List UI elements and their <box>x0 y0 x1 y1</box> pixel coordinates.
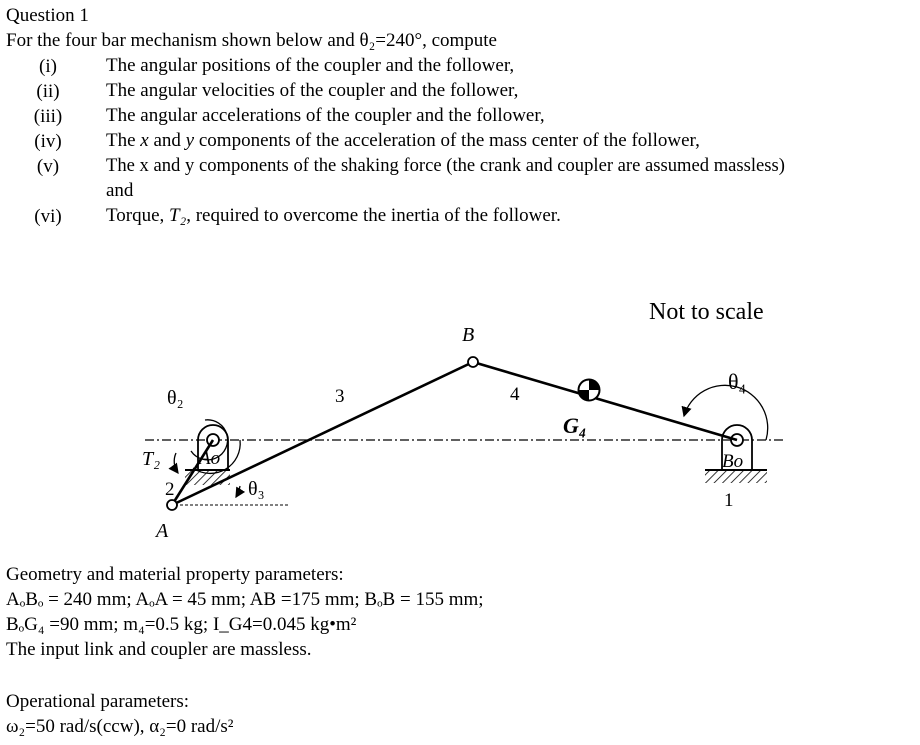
not-to-scale-note: Not to scale <box>649 299 764 325</box>
label-link-4: 4 <box>510 384 520 405</box>
link-3-coupler <box>172 362 473 505</box>
item-number: (i) <box>39 56 57 77</box>
item-number: (iv) <box>34 131 62 152</box>
label-theta2: θ₂ <box>167 387 184 409</box>
item-text: The angular accelerations of the coupler and the follower, <box>106 105 545 126</box>
torque-t2-arrow <box>174 453 178 473</box>
label-theta3: θ₃ <box>248 478 265 500</box>
item-text-part: and <box>148 130 186 151</box>
label-t2: T₂ <box>142 448 161 470</box>
label-g4: G₄ <box>563 413 587 438</box>
theta4-arc <box>684 385 768 440</box>
operational-heading: Operational parameters: <box>6 691 190 712</box>
label-theta4: θ₄ <box>728 369 747 394</box>
pin-b <box>468 357 478 367</box>
item-text <box>106 131 700 152</box>
label-link-3: 3 <box>335 386 345 407</box>
item-text <box>106 206 561 227</box>
geometry-line-2: BₒG₄ =90 mm; m₄=0.5 kg; I_G4=0.045 kg•m² <box>6 614 357 635</box>
operational-line-1: ω₂=50 rad/s(ccw), α₂=0 rad/s² <box>6 716 234 737</box>
geometry-heading: Geometry and material property parameters: <box>6 564 344 585</box>
item-text-continuation: and <box>106 180 134 201</box>
item-text-part: , required to overcome the inertia of the follower. <box>186 205 561 226</box>
pin-a <box>167 500 177 510</box>
label-bo: Bo <box>722 451 744 472</box>
item-text-part: components of the acceleration of the mass center of the follower, <box>194 130 700 151</box>
torque-symbol: T₂ <box>169 205 187 226</box>
question-intro: For the four bar mechanism shown below and θ₂=240°, compute <box>6 30 497 51</box>
item-text-part: The <box>106 130 141 151</box>
item-number: (vi) <box>34 206 62 227</box>
item-number: (iii) <box>33 106 63 127</box>
label-ao: Ao <box>199 448 221 469</box>
item-text: The angular positions of the coupler and the follower, <box>106 55 515 76</box>
y-symbol: y <box>185 130 195 151</box>
label-b: B <box>462 324 475 346</box>
theta3-arc <box>236 486 240 497</box>
item-text: The angular velocities of the coupler and the follower, <box>106 80 519 101</box>
x-symbol: x <box>140 130 149 151</box>
item-text-part: Torque, <box>106 205 170 226</box>
four-bar-mechanism-diagram <box>0 270 920 545</box>
center-of-mass-g4-icon <box>579 380 600 401</box>
geometry-line-1: AₒBₒ = 240 mm; AₒA = 45 mm; AB =175 mm; BₒB = 155 mm; <box>6 589 484 610</box>
label-a: A <box>156 520 169 542</box>
question-heading: Question 1 <box>6 5 89 26</box>
label-link-2: 2 <box>165 479 175 500</box>
label-link-1: 1 <box>724 490 734 511</box>
item-number: (v) <box>36 156 60 177</box>
geometry-line-3: The input link and coupler are massless. <box>6 639 312 660</box>
item-number: (ii) <box>36 81 60 102</box>
item-text: The x and y components of the shaking force (the crank and coupler are assumed massless) <box>106 155 785 176</box>
